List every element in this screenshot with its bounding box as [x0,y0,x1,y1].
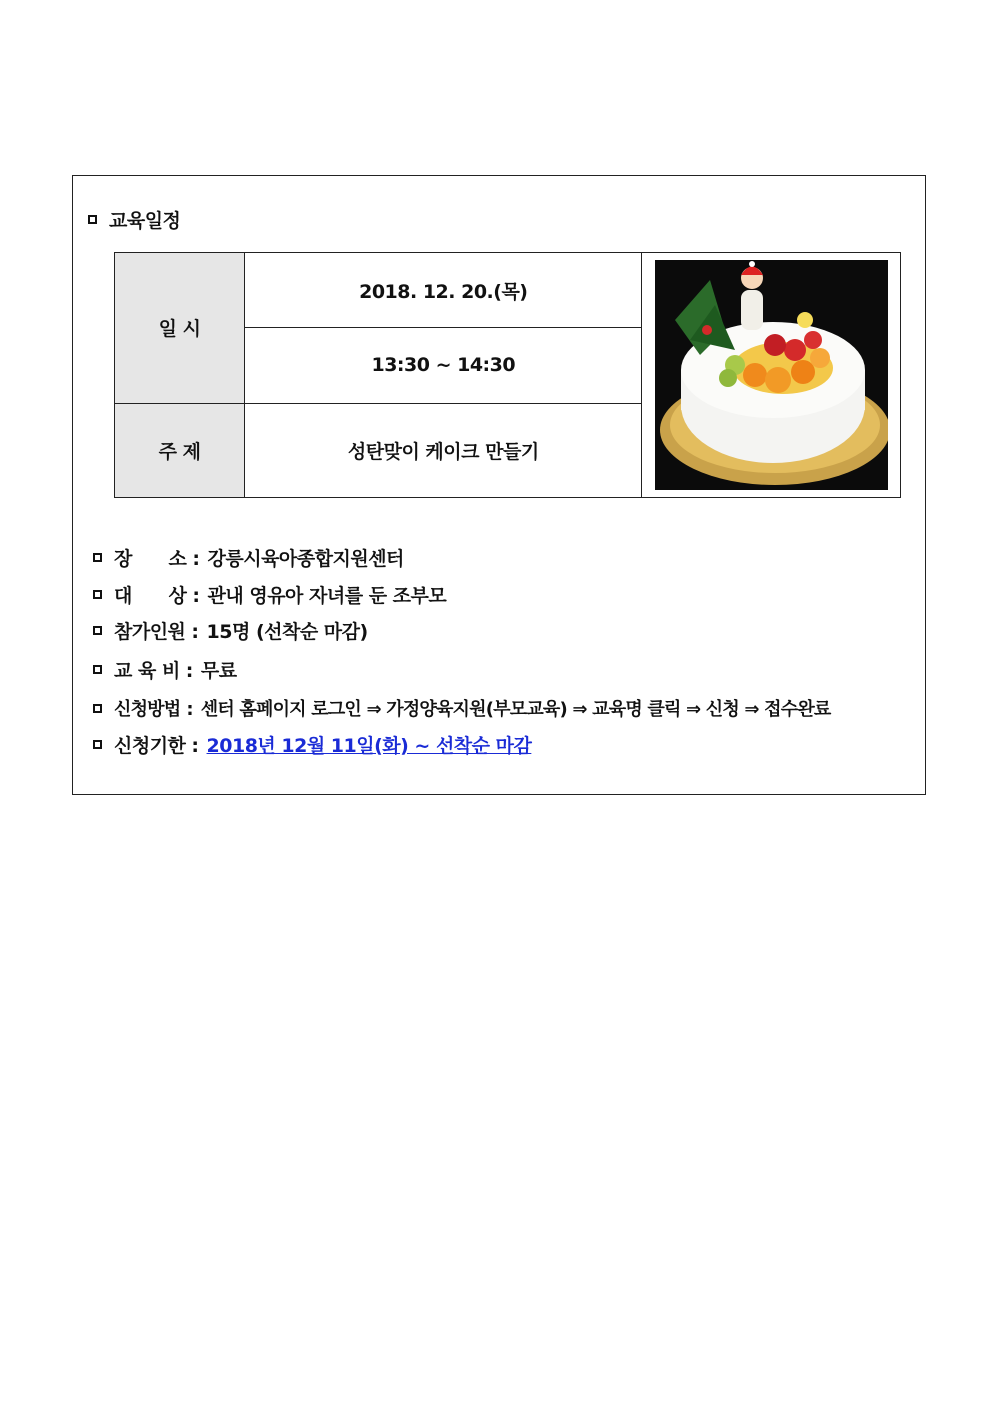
date-header: 일 시 [115,253,245,404]
date-value: 2018. 12. 20.(목) [245,253,642,328]
detail-apply-method: 신청방법 : 센터 홈페이지 로그인 ⇒ 가정양육지원(부모교육) ⇒ 교육명 클릭 ⇒ 신청 ⇒ 접수완료 [93,695,831,721]
detail-label: 신청기한 [114,735,186,757]
christmas-cake-photo [655,260,888,490]
schedule-table [114,252,901,498]
section-heading [88,206,180,233]
detail-label: 참가인원 [114,621,186,643]
detail-value: 센터 홈페이지 로그인 ⇒ 가정양육지원(부모교육) ⇒ 교육명 클릭 ⇒ 신청 ⇒ 접수완료 [200,699,831,720]
detail-value: 무료 [200,660,237,682]
detail-value: 관내 영유아 자녀를 둔 조부모 [207,585,447,607]
detail-label: 대 상 [114,585,187,607]
square-bullet-icon [93,740,102,749]
topic-value: 성탄맞이 케이크 만들기 [245,403,642,497]
square-bullet-icon [93,704,102,713]
square-bullet-icon [88,215,97,224]
detail-fee: 교 육 비 : 무료 [93,656,237,683]
detail-value: 강릉시육아종합지원센터 [207,548,404,570]
detail-participants: 참가인원 : 15명 (선착순 마감) [93,617,368,644]
photo-cell [642,253,901,498]
square-bullet-icon [93,590,102,599]
detail-target: 대 상 : 관내 영유아 자녀를 둔 조부모 [93,581,446,608]
section-title: 교육일정 [109,210,181,232]
detail-deadline: 신청기한 : 2018년 12월 11일(화) ~ 선착순 마감 [93,731,531,758]
detail-value: 15명 (선착순 마감) [206,621,368,643]
topic-header: 주 제 [115,403,245,497]
square-bullet-icon [93,665,102,674]
detail-venue: 장 소 : 강릉시육아종합지원센터 [93,544,404,571]
detail-label: 장 소 [114,548,187,570]
time-value: 13:30 ~ 14:30 [245,328,642,403]
deadline-link[interactable]: 2018년 12월 11일(화) ~ 선착순 마감 [206,735,532,757]
detail-label: 교 육 비 [114,660,180,682]
square-bullet-icon [93,626,102,635]
square-bullet-icon [93,553,102,562]
detail-label: 신청방법 [114,699,181,720]
